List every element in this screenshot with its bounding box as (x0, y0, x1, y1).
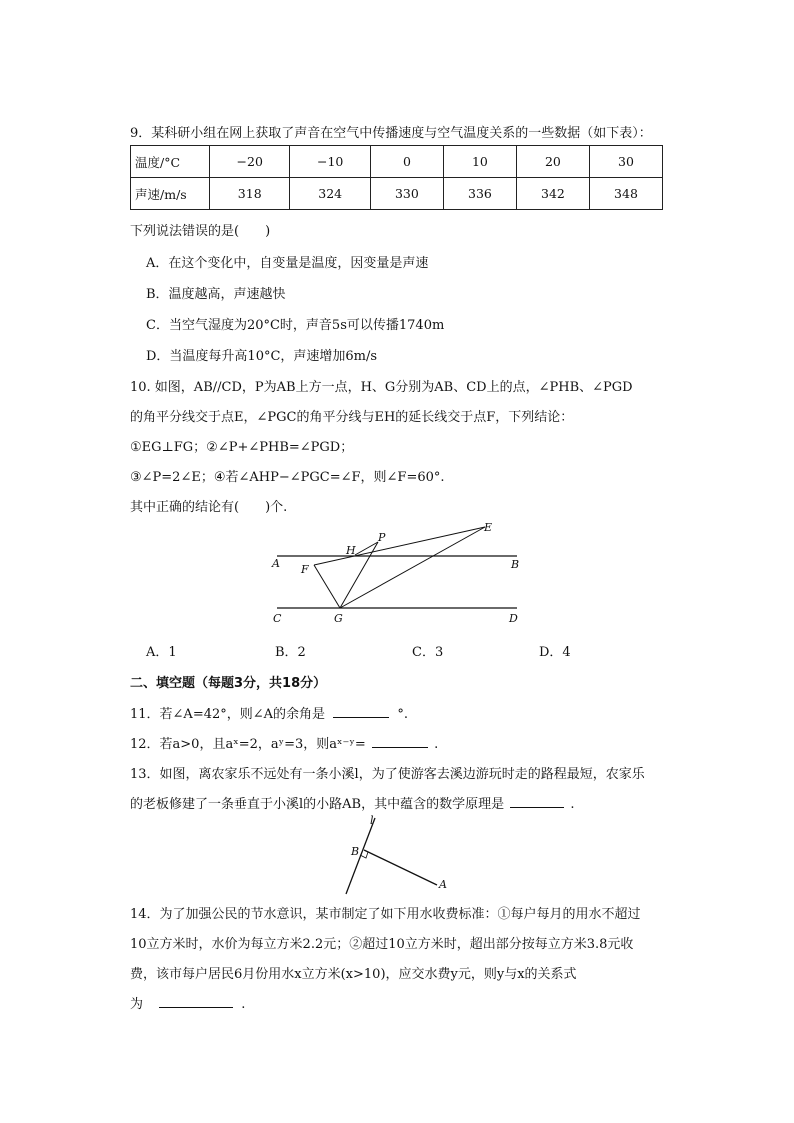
q10-choice-b: B．2 (275, 645, 306, 660)
table-cell: 342 (516, 178, 589, 210)
q10-choice-c: C．3 (412, 645, 444, 660)
table-cell: −10 (290, 146, 370, 178)
table-cell: −20 (210, 146, 290, 178)
table-header-temperature: 温度/°C (131, 146, 210, 178)
q13-answer-blank[interactable] (510, 795, 564, 808)
table-cell: 30 (589, 146, 662, 178)
q10-line5: 其中正确的结论有( )个. (130, 500, 288, 515)
label-p: P (378, 531, 386, 544)
q10-line4: ③∠P=2∠E；④若∠AHP−∠PGC=∠F，则∠F=60°. (130, 470, 445, 485)
q10-figure (265, 515, 535, 630)
q9-option-b: B．温度越高，声速越快 (146, 287, 286, 302)
q10-choice-d: D．4 (539, 645, 571, 660)
table-cell: 20 (516, 146, 589, 178)
table-row (131, 178, 663, 210)
label-g: G (334, 612, 343, 625)
q12 (130, 733, 438, 752)
q14-text: 为 (130, 997, 144, 1012)
label-l: l (370, 814, 374, 827)
q13-tail: . (570, 797, 575, 812)
q12-text: 12．若a>0，且aˣ=2，aʸ=3，则aˣ⁻ʸ= (130, 737, 366, 752)
q13-line1: 13．如图，离农家乐不远处有一条小溪l，为了使游客去溪边游玩时走的路程最短，农家乐 (130, 767, 645, 782)
label-b: B (511, 558, 520, 571)
q11-text: 11．若∠A=42°，则∠A的余角是 (130, 707, 326, 722)
q12-tail: . (434, 737, 439, 752)
q11-answer-blank[interactable] (333, 705, 389, 718)
q10-choice-a: A．1 (146, 645, 177, 660)
q14-line3: 费，该市每户居民6月份用水x立方米(x>10)，应交水费y元，则y与x的关系式 (130, 967, 577, 982)
label-f: F (301, 563, 309, 576)
label-d: D (509, 612, 518, 625)
path-ab (364, 850, 437, 885)
label-c: C (273, 612, 282, 625)
q13-text: 的老板修建了一条垂直于小溪l的小路AB，其中蕴含的数学原理是 (130, 797, 505, 812)
q9-option-d: D．当温度每升高10°C，声速增加6m/s (146, 349, 378, 364)
table-header-speed: 声速/m/s (131, 178, 210, 210)
q13-figure (336, 812, 456, 898)
q14-line4 (130, 993, 245, 1012)
q11-tail: °. (397, 707, 408, 722)
q10-line1: 10. 如图，AB//CD，P为AB上方一点，H、G分别为AB、CD上的点，∠PHB、∠PGD (130, 380, 633, 395)
q10-line2: 的角平分线交于点E，∠PGC的角平分线与EH的延长线交于点F，下列结论： (130, 410, 574, 425)
q14-answer-blank[interactable] (159, 995, 233, 1008)
q9-table (130, 145, 663, 210)
label-h: H (346, 544, 356, 557)
table-cell: 10 (443, 146, 516, 178)
q9-stem: 9．某科研小组在网上获取了声音在空气中传播速度与空气温度关系的一些数据（如下表）： (130, 126, 652, 141)
table-cell: 318 (210, 178, 290, 210)
table-cell: 324 (290, 178, 370, 210)
table-cell: 336 (443, 178, 516, 210)
segment-ge (340, 527, 485, 608)
label-a: A (439, 878, 447, 891)
q9-option-c: C．当空气湿度为20°C时，声音5s可以传播1740m (146, 318, 445, 333)
q14-line1: 14．为了加强公民的节水意识，某市制定了如下用水收费标准：①每户每月的用水不超过 (130, 907, 641, 922)
table-row (131, 146, 663, 178)
table-cell: 348 (589, 178, 662, 210)
label-a: A (272, 557, 280, 570)
q9-option-a: A．在这个变化中，自变量是温度，因变量是声速 (146, 256, 429, 271)
label-b: B (351, 845, 360, 858)
table-cell: 330 (370, 178, 443, 210)
label-e: E (484, 521, 493, 534)
q9-question: 下列说法错误的是( ) (130, 224, 271, 239)
q11 (130, 703, 408, 722)
q12-answer-blank[interactable] (372, 735, 428, 748)
q14-tail: . (241, 997, 246, 1012)
q13-line2 (130, 793, 575, 812)
segment-fg (314, 565, 340, 608)
table-cell: 0 (370, 146, 443, 178)
q10-line3: ①EG⊥FG；②∠P+∠PHB=∠PGD； (130, 440, 354, 455)
segment-fe (314, 527, 485, 565)
q14-line2: 10立方米时，水价为每立方米2.2元；②超过10立方米时，超出部分按每立方米3.8元收 (130, 937, 634, 952)
section-title: 二、填空题（每题3分，共18分） (130, 676, 327, 691)
